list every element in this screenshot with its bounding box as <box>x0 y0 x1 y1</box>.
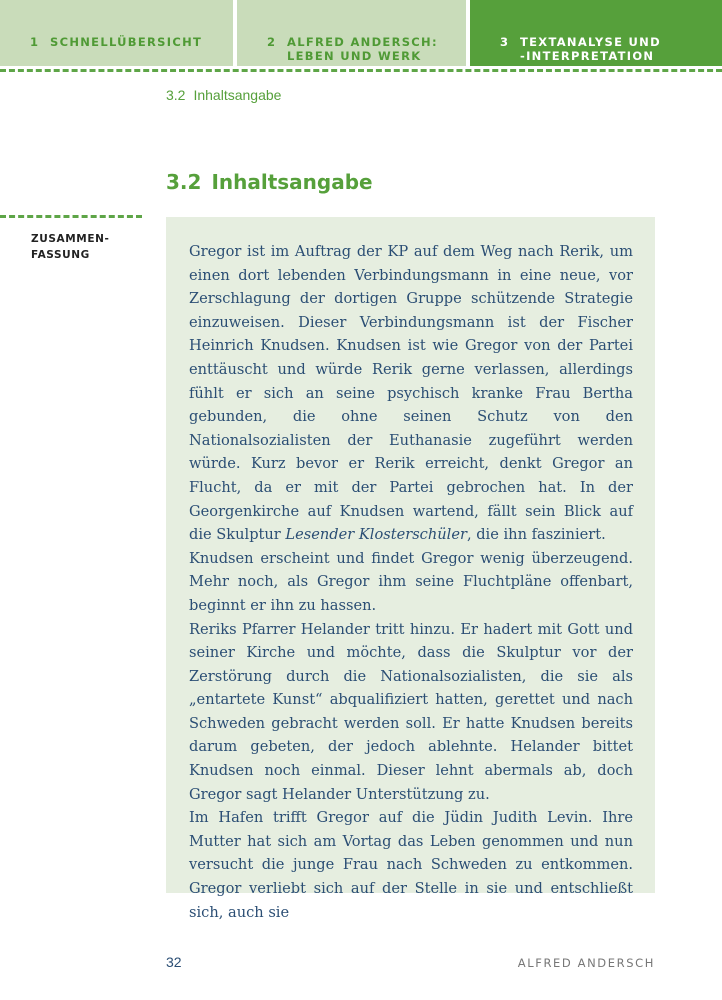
tab-label <box>287 35 438 63</box>
tab-number: 1 <box>30 35 40 49</box>
summary-paragraph: Im Hafen trifft Gregor auf die Jüdin Judith Levin. Ihre Mutter hat sich am Vortag das Leben genommen und nun versucht die junge Frau nach Schweden zu entkommen. Gregor verliebt sich auf der Stelle in sie und entschließt sich, auch sie <box>189 809 633 921</box>
section-heading <box>166 170 373 194</box>
margin-label-line: FASSUNG <box>31 249 90 261</box>
tab-leben-und-werk[interactable] <box>237 0 466 66</box>
header-dashed-divider <box>0 69 722 72</box>
summary-text-run: , die ihn fasziniert. <box>466 526 606 544</box>
running-head-title: Inhaltsangabe <box>193 87 282 103</box>
tab-label <box>50 35 202 49</box>
side-dashed-divider <box>0 215 142 218</box>
summary-paragraph: Knudsen erscheint und findet Gregor wenig überzeugend. Mehr noch, als Gregor ihm seine Fluchtpläne offenbart, beginnt er ihn zu hassen. <box>189 549 633 614</box>
tab-textanalyse-active[interactable] <box>470 0 722 66</box>
tab-label-line: LEBEN UND WERK <box>287 49 422 63</box>
running-head <box>166 87 281 103</box>
sculpture-title: Lesender Klosterschüler <box>285 526 467 544</box>
tab-label-line: SCHNELLÜBERSICHT <box>50 35 203 49</box>
tab-label-line: -INTERPRETATION <box>520 49 655 63</box>
footer-author: ALFRED ANDERSCH <box>517 956 655 970</box>
tab-schnelluebersicht[interactable] <box>0 0 233 66</box>
chapter-navigation <box>0 0 722 66</box>
summary-paragraph: Reriks Pfarrer Helander tritt hinzu. Er hadert mit Gott und seiner Kirche und möchte, dass die Skulptur vor der Zerstörung durch die Nationalsozialisten, die sie als „entartete Kunst“ abqualifiziert hatten, gerettet und nach Schweden gebracht werden soll. Er hatte Knudsen bereits darum gebeten, der jedoch ablehnte. Helander bittet Knudsen noch einmal. Dieser lehnt abermals ab, doch Gregor sagt Helander Unterstützung zu. <box>189 620 633 803</box>
section-heading-title: Inhaltsangabe <box>211 170 373 194</box>
summary-paragraph <box>189 240 633 547</box>
margin-label <box>31 231 109 263</box>
tab-label-line: TEXTANALYSE UND <box>520 35 661 49</box>
summary-text <box>189 240 633 924</box>
summary-text-run: Gregor ist im Auftrag der KP auf dem Weg nach Rerik, um einen dort lebenden Verbindungsmann in eine neue, vor Zerschlagung der dortigen Gruppe schützende Strategie einzuweisen. Dieser Verbindungsmann ist der Fischer Heinrich Knudsen. Knudsen ist wie Gregor von der Partei enttäuscht und würde Rerik gerne verlassen, allerdings fühlt er sich an seine psychisch kranke Frau Bertha gebunden, die ohne seinen Schutz von den Nationalsozialisten der Euthanasie zugeführt werden würde. Kurz bevor er Rerik erreicht, denkt Gregor an Flucht, da er mit der Partei gebrochen hat. In der Georgenkirche auf Knudsen wartend, fällt sein Blick auf die Skulptur <box>189 243 633 544</box>
section-heading-number: 3.2 <box>166 170 202 194</box>
tab-number: 2 <box>267 35 277 49</box>
page-number: 32 <box>166 954 182 970</box>
tab-label <box>520 35 661 63</box>
tab-label-line: ALFRED ANDERSCH: <box>287 35 438 49</box>
margin-label-line: ZUSAMMEN- <box>31 233 110 245</box>
tab-number: 3 <box>500 35 510 49</box>
running-head-number: 3.2 <box>166 87 186 103</box>
